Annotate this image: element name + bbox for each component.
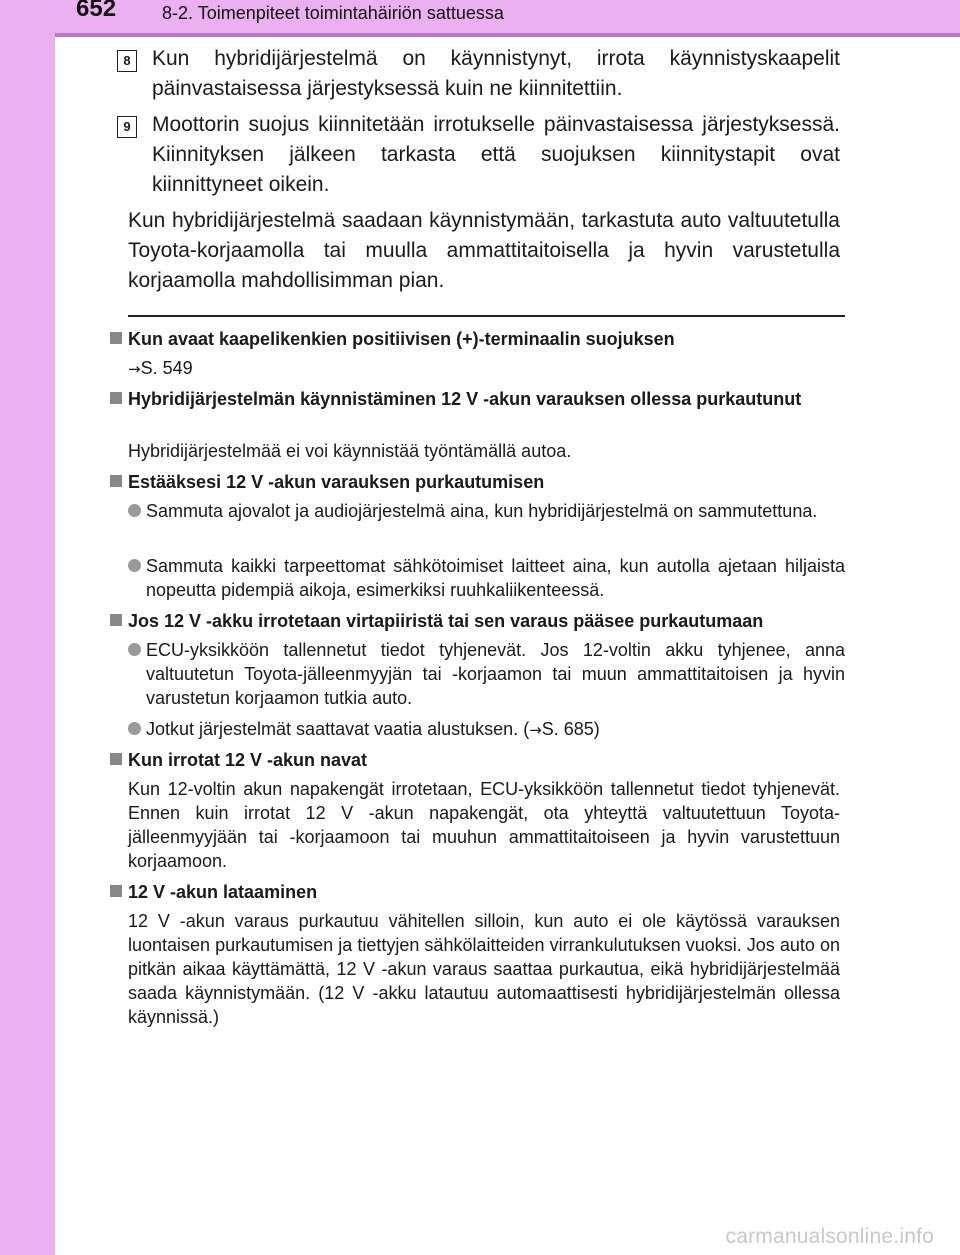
page-reference-text: S. 549 xyxy=(140,358,193,378)
square-bullet-icon xyxy=(110,332,122,344)
bullet-text xyxy=(146,717,845,742)
note-heading-text: Kun irrotat 12 V -akun navat xyxy=(128,750,368,770)
bullet-text: Sammuta kaikki tarpeettomat sähkötoimiset laitteet aina, kun autolla ajetaan hiljaista nopeutta pidempiä aikoja, esimerkiksi ruuhkaliikenteessä. xyxy=(146,556,845,600)
circle-bullet-icon xyxy=(128,504,141,517)
note-text: Kun 12-voltin akun napakengät irrotetaan, ECU-yksikköön tallennetut tiedot tyhjenevät. Ennen kuin irrotat 12 V -akun napakengät, ota yhteyttä valtuutettuun Toyota-jälleenmyyjään tai -korjaamoon tai muuhun ammattitaitoiseen ja hyvin varustettuun korjaamoon. xyxy=(128,779,840,871)
note-heading xyxy=(110,470,845,494)
square-bullet-icon xyxy=(110,753,122,765)
square-bullet-icon xyxy=(110,392,122,404)
note-heading xyxy=(110,327,845,351)
page-number: 652 xyxy=(76,0,117,22)
bullet-item xyxy=(128,554,845,602)
bullet-text: ECU-yksikköön tallennetut tiedot tyhjenevät. Jos 12-voltin akku tyhjenee, anna valtuutetun Toyota-jälleenmyyjän tai -korjaamon tai muun ammattitaitoisen ja hyvin varustetun korjaamon tutkia auto. xyxy=(146,640,845,708)
note-heading-text: Estääksesi 12 V -akun varauksen purkautumisen xyxy=(128,472,545,492)
note-heading-text: Hybridijärjestelmän käynnistäminen 12 V -akun varauksen ollessa purkautunut xyxy=(128,389,802,409)
watermark: carmanualsonline.info xyxy=(725,1225,934,1248)
circle-bullet-icon xyxy=(128,559,141,572)
summary-paragraph: Kun hybridijärjestelmä saadaan käynnistymään, tarkastuta auto valtuutetulla Toyota-korjaamolla tai muulla ammattitaitoisella ja hyvin varustetulla korjaamolla mahdollisimman pian. xyxy=(128,209,840,292)
note-heading-text: 12 V -akun lataaminen xyxy=(128,882,318,902)
bullet-item xyxy=(128,717,845,742)
note-text: 12 V -akun varaus purkautuu vähitellen silloin, kun auto ei ole käytössä varauksen luontaisen purkautumisen ja tiettyjen sähkölaitteiden virrankulutuksen vuoksi. Jos auto on pitkän aikaa käyttämättä, 12 V -akun varaus saattaa purkautua, eikä hybridijärjestelmää saada käynnistymään. (12 V -akku latautuu automaattisesti hybridijärjestelmän ollessa käynnissä.) xyxy=(128,911,840,1027)
step-number-badge: 9 xyxy=(117,116,137,138)
arrow-right-icon: → xyxy=(128,360,141,378)
circle-bullet-icon xyxy=(128,722,141,735)
page-reference xyxy=(128,356,840,381)
note-heading xyxy=(110,748,845,772)
bullet-text-part: Jotkut järjestelmät saattavat vaatia alustuksen. ( xyxy=(146,719,530,739)
bullet-item xyxy=(128,638,845,710)
circle-bullet-icon xyxy=(128,643,141,656)
square-bullet-icon xyxy=(110,475,122,487)
square-bullet-icon xyxy=(110,614,122,626)
note-heading xyxy=(110,387,845,411)
note-text: Hybridijärjestelmää ei voi käynnistää työntämällä autoa. xyxy=(128,441,572,461)
arrow-right-icon: → xyxy=(529,721,542,739)
step-number-badge: 8 xyxy=(117,50,137,72)
bullet-text: Sammuta ajovalot ja audiojärjestelmä aina, kun hybridijärjestelmä on sammutettuna. xyxy=(146,501,818,521)
note-heading-text: Jos 12 V -akku irrotetaan virtapiiristä tai sen varaus pääsee purkautumaan xyxy=(128,611,764,631)
section-divider xyxy=(128,315,845,317)
bullet-item xyxy=(128,499,845,523)
section-title: 8-2. Toimenpiteet toimintahäiriön sattuessa xyxy=(162,3,504,23)
square-bullet-icon xyxy=(110,885,122,897)
step-text: Kun hybridijärjestelmä on käynnistynyt, irrota käynnistyskaapelit päinvastaisessa järjestyksessä kuin ne kiinnitettiin. xyxy=(152,47,840,100)
page-reference-text: S. 685) xyxy=(541,719,600,739)
header-rule xyxy=(55,33,960,37)
note-heading xyxy=(110,880,845,904)
note-heading-text: Kun avaat kaapelikenkien positiivisen (+)-terminaalin suojuksen xyxy=(128,329,675,349)
left-color-band xyxy=(0,0,55,1255)
note-heading xyxy=(110,609,845,633)
step-text: Moottorin suojus kiinnitetään irrotukselle päinvastaisessa järjestyksessä. Kiinnityksen jälkeen tarkasta että suojuksen kiinnitystapit ovat kiinnittyneet oikein. xyxy=(152,113,840,196)
